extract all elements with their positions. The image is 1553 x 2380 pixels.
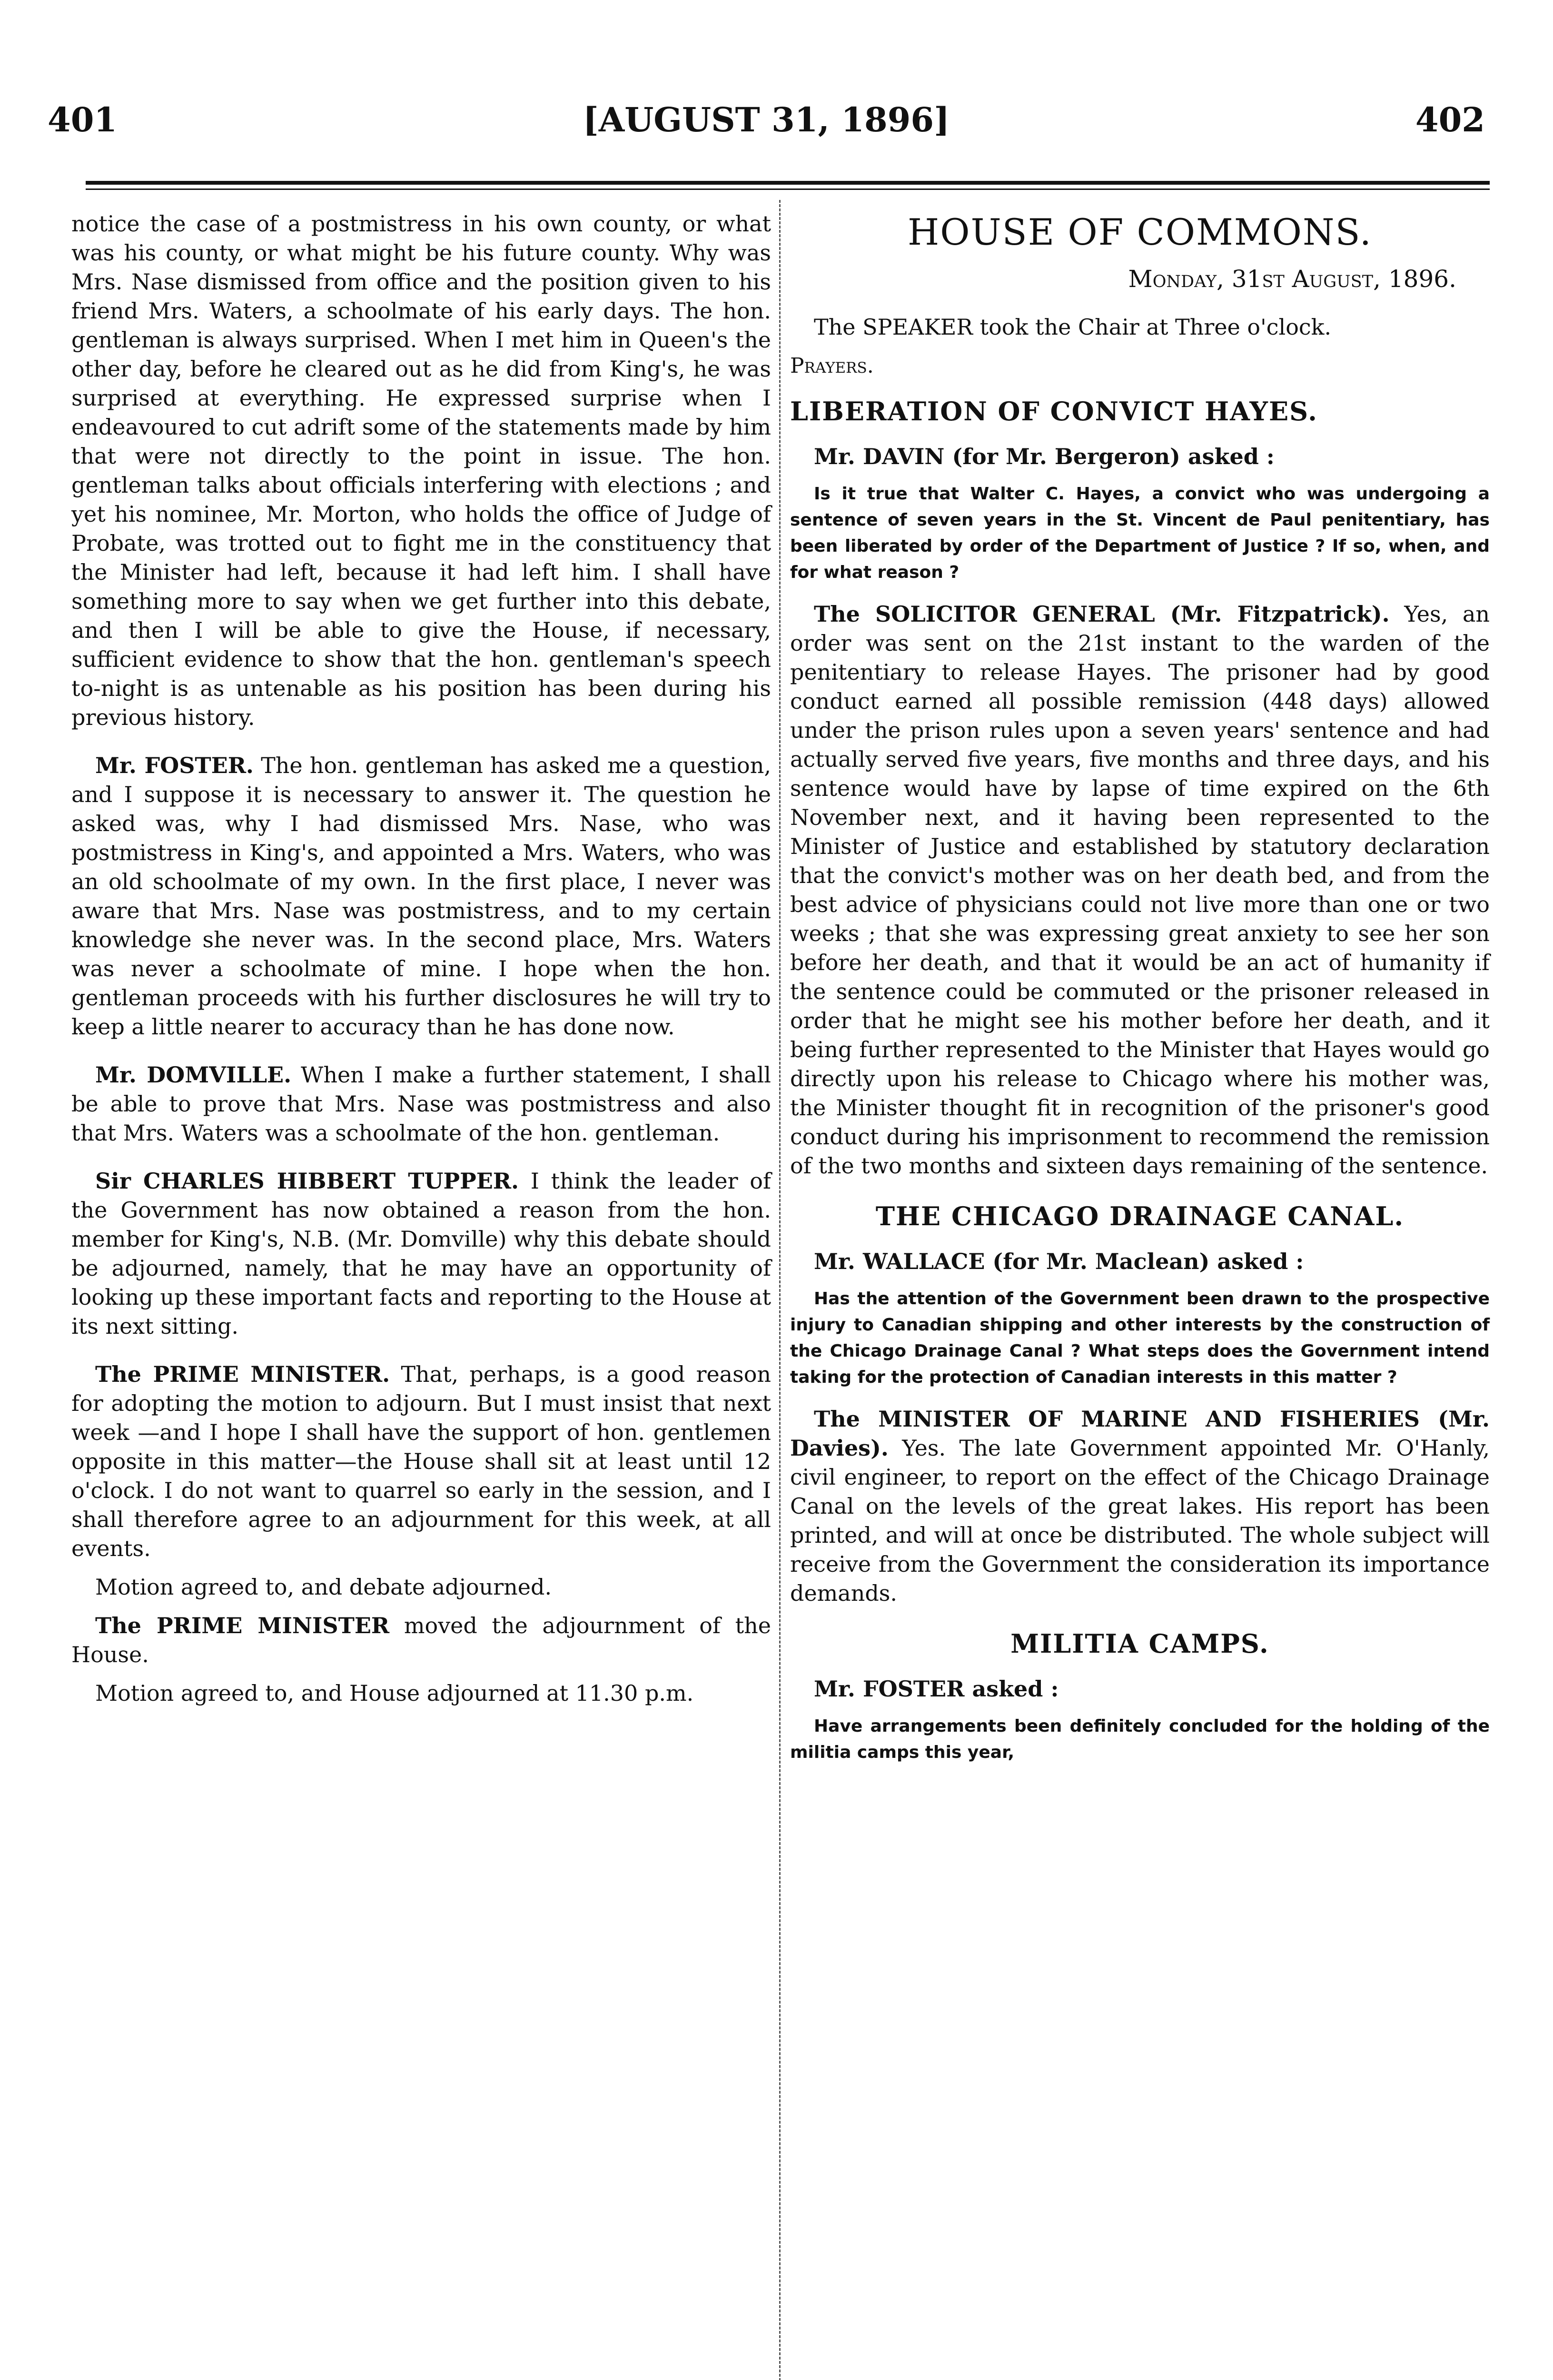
prayers-heading: Prayers. [790, 354, 874, 378]
house-title: HOUSE OF COMMONS. [908, 211, 1372, 253]
column-divider [779, 200, 781, 2380]
section-heading: MILITIA CAMPS. [1010, 1628, 1269, 1659]
speaker-name: The PRIME MINISTER [95, 1613, 390, 1638]
question-asker: Mr. WALLACE (for Mr. Maclean) asked : [814, 1249, 1304, 1274]
paragraph: Sir CHARLES HIBBERT TUPPER. I think the leader of the Government has now obtained a reason from the hon. member for King's, N.B. (Mr. Domville) why this debate should be adjourned, namely, that he may have an opportunity of looking up these important facts and reporting to the House at its next sitting. [71, 1168, 772, 1339]
paragraph: The SPEAKER took the Chair at Three o'clock. [814, 314, 1332, 340]
question-text: Has the attention of the Government been drawn to the prospective injury to Canadian shipping and other interests by the construction of the Chicago Drainage Canal ? What steps does the Government intend taking for the protection of Canadian interests in this matter ? [790, 1289, 1490, 1387]
speaker-name: The MINISTER OF MARINE AND FISHERIES (Mr. Davies). [790, 1406, 1490, 1461]
question-text: Is it true that Walter C. Hayes, a convict who was undergoing a sentence of seven years in the St. Vincent de Paul penitentiary, has been liberated by order of the Department of Justice ? If so, when, and for what reason ? [790, 484, 1490, 582]
question-asker: Mr. DAVIN (for Mr. Bergeron) asked : [814, 444, 1275, 469]
section-heading: LIBERATION OF CONVICT HAYES. [790, 396, 1318, 426]
speaker-name: The PRIME MINISTER. [95, 1361, 390, 1387]
header-rule-thin [86, 188, 1490, 190]
paragraph: Mr. DOMVILLE. When I make a further statement, I shall be able to prove that Mrs. Nase was postmistress and also that Mrs. Waters was a schoolmate of the hon. gentleman. [71, 1062, 771, 1146]
speaker-name: Mr. FOSTER. [95, 753, 254, 778]
question-asker: Mr. FOSTER asked : [814, 1676, 1059, 1702]
page-header [48, 100, 1485, 152]
right-column [790, 209, 1490, 2380]
paragraph: The PRIME MINISTER. That, perhaps, is a good reason for adopting the motion to adjourn. But I must insist that next week —and I hope I shall have the support of hon. gentlemen opposite in this matter—the House shall sit at least until 12 o'clock. I do not want to quarrel so early in the session, and I shall therefore agree to an adjournment for this week, at all events. [71, 1361, 772, 1561]
page-number-left: 401 [48, 100, 118, 139]
sitting-date: Monday, 31st August, 1896. [1128, 265, 1456, 293]
speaker-name: Mr. DOMVILLE. [95, 1062, 292, 1088]
paragraph: The MINISTER OF MARINE AND FISHERIES (Mr. Davies). Yes. The late Government appointed Mr. O'Hanly, civil engineer, to report on the effect of the Chicago Drainage Canal on the levels of the great lakes. His report has been printed, and will at once be distributed. The whole subject will receive from the Government the consideration its importance demands. [790, 1406, 1490, 1606]
page-number-right: 402 [1415, 100, 1485, 139]
page-date: [AUGUST 31, 1896] [583, 100, 950, 139]
paragraph: notice the case of a postmistress in his own county, or what was his county, or what might be his future county. Why was Mrs. Nase dismissed from office and the position given to his friend Mrs. Waters, a schoolmate of his early days. The hon. gentleman is always surprised. When I met him in Queen's the other day, before he cleared out as he did from King's, he was surprised at everything. He expressed surprise when I endeavoured to cut adrift some of the statements made by him that were not directly to the point in issue. The hon. gentleman talks about officials interfering with elections ; and yet his nominee, Mr. Morton, who holds the office of Judge of Probate, was trotted out to fight me in the constituency that the Minister had left, because it had left him. I shall have something more to say when we get further into this debate, and then I will be able to give the House, if necessary, sufficient evidence to show that the hon. gentleman's speech to-night is as untenable as his position has been during his previous history. [71, 211, 771, 730]
paragraph: Motion agreed to, and debate adjourned. [95, 1574, 552, 1600]
question-text: Have arrangements been definitely concluded for the holding of the militia camps this year, [790, 1716, 1490, 1762]
paragraph: Mr. FOSTER. The hon. gentleman has asked me a question, and I suppose it is necessary to answer it. The question he asked was, why I had dismissed Mrs. Nase, who was postmistress in King's, and appointed a Mrs. Waters, who was an old schoolmate of my own. In the first place, I never was aware that Mrs. Nase was postmistress, and to my certain knowledge she never was. In the second place, Mrs. Waters was never a schoolmate of mine. I hope when the hon. gentleman proceeds with his further disclosures he will try to keep a little nearer to accuracy than he has done now. [71, 753, 771, 1040]
speaker-name: Sir CHARLES HIBBERT TUPPER. [95, 1168, 519, 1194]
left-column [71, 209, 771, 2380]
header-rule-thick [86, 181, 1490, 185]
section-heading: THE CHICAGO DRAINAGE CANAL. [875, 1201, 1405, 1231]
paragraph: The SOLICITOR GENERAL (Mr. Fitzpatrick). Yes, an order was sent on the 21st instant to the warden of the penitentiary to release Hayes. The prisoner had by good conduct earned all possible remission (448 days) allowed under the prison rules upon a seven years' sentence and had actually served five years, five months and three days, and his sentence would have by lapse of time expired on the 6th November next, and it having been represented to the Minister of Justice and established by statutory declaration that the convict's mother was on her death bed, and from the best advice of physicians could not live more than one or two weeks ; that she was expressing great anxiety to see her son before her death, and that it would be an act of humanity if the sentence could be commuted or the prisoner released in order that he might see his mother before her death, and it being further represented to the Minister that Hayes would go directly upon his release to Chicago where his mother was, the Minister thought fit in recognition of the prisoner's good conduct during his imprisonment to recommend the remission of the two months and sixteen days remaining of the sentence. [790, 601, 1490, 1179]
speaker-name: The SOLICITOR GENERAL (Mr. Fitzpatrick). [814, 601, 1390, 627]
paragraph: Motion agreed to, and House adjourned at 11.30 p.m. [95, 1680, 694, 1706]
paragraph: The PRIME MINISTER moved the adjournment of the House. [71, 1613, 772, 1667]
